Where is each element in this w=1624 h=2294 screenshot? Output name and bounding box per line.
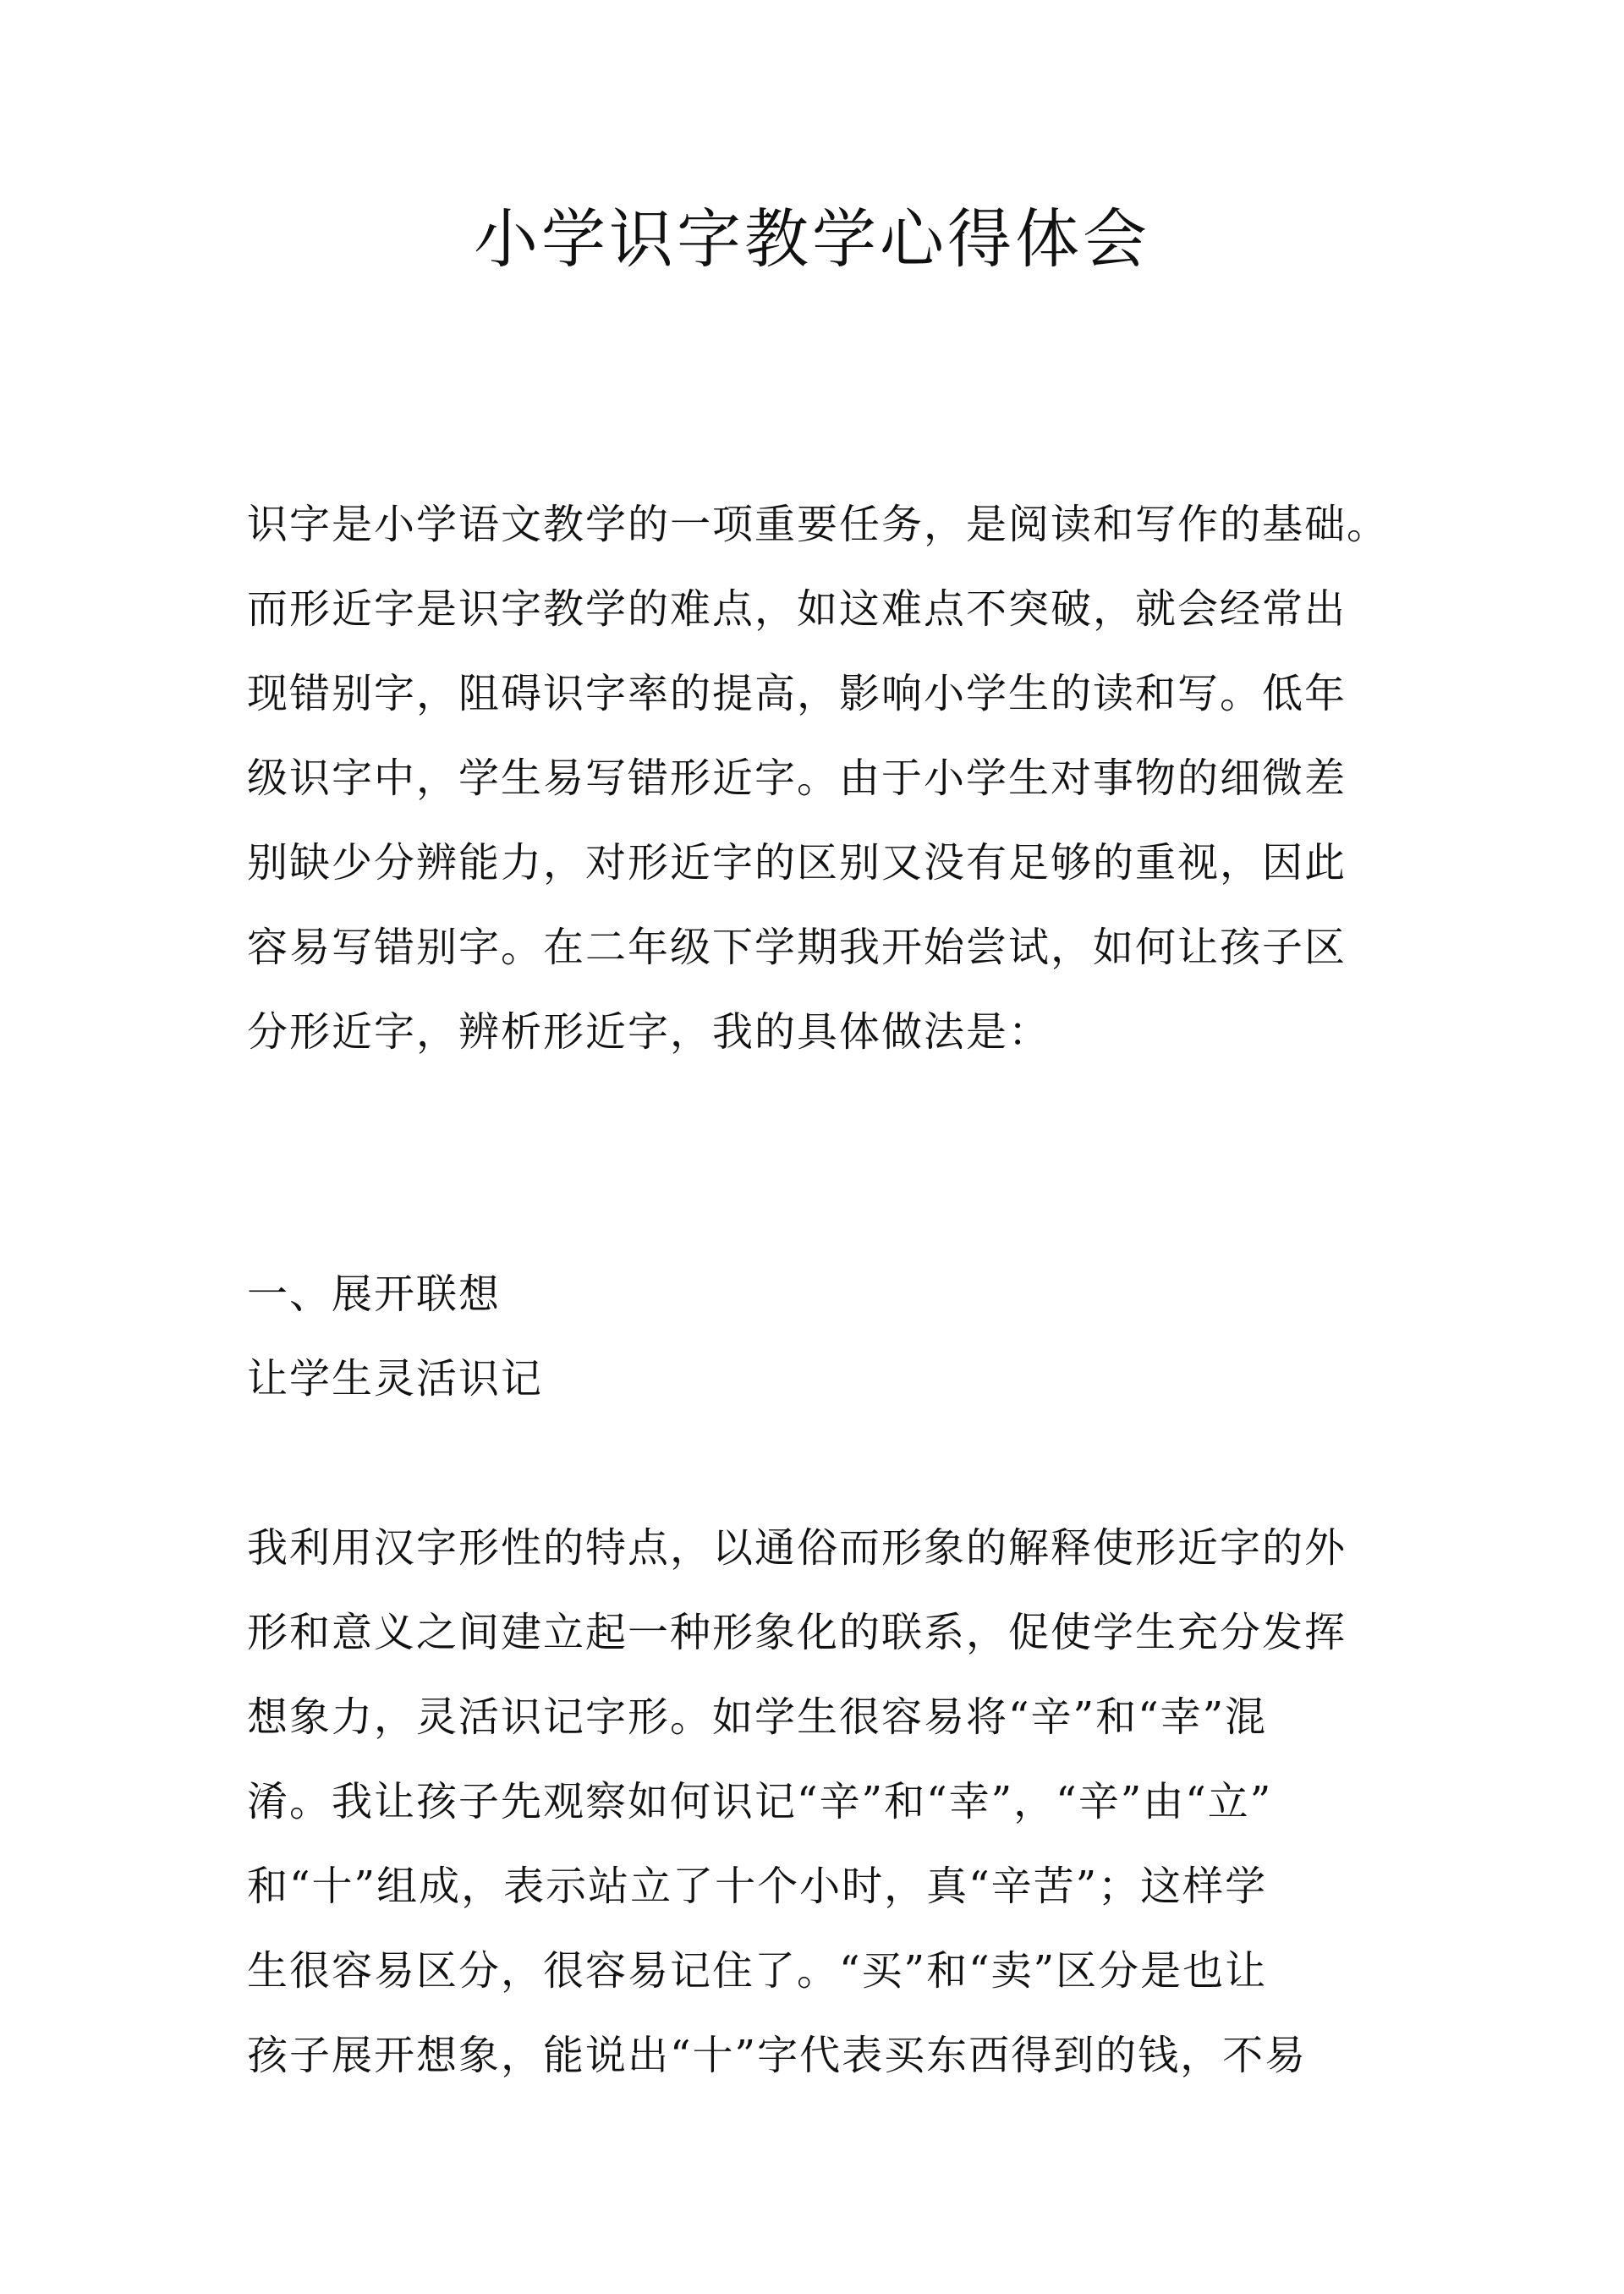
text-line: 孩子展开想象，能说出“十”字代表买东西得到的钱，不易 (247, 2032, 1308, 2079)
text-line: 现错别字，阻碍识字率的提高，影响小学生的读和写。低年 (247, 670, 1347, 717)
text-line: 我利用汉字形性的特点，以通俗而形象的解释使形近字的外 (247, 1524, 1347, 1572)
section-heading: 一、展开联想 (247, 1270, 502, 1318)
text-line: 生很容易区分，很容易记住了。“买”和“卖”区分是也让 (247, 1947, 1268, 1995)
text-line: 想象力，灵活识记字形。如学生很容易将“辛”和“幸”混 (247, 1693, 1268, 1741)
text-line: 分形近字，辨析形近字，我的具体做法是： (247, 1008, 1051, 1056)
text-line: 级识字中，学生易写错形近字。由于小学生对事物的细微差 (247, 755, 1347, 802)
section-heading-block (247, 1252, 1380, 1421)
document-title: 小学识字教学心得体会 (474, 201, 1150, 277)
text-line: 容易写错别字。在二年级下学期我开始尝试，如何让孩子区 (247, 924, 1347, 971)
section-subheading: 让学生灵活识记 (247, 1355, 544, 1402)
intro-paragraph (247, 482, 1390, 1074)
text-line: 识字是小学语文教学的一项重要任务，是阅读和写作的基础。 (247, 501, 1390, 548)
text-line: 别缺少分辨能力，对形近字的区别又没有足够的重视，因此 (247, 839, 1347, 886)
text-line: 而形近字是识字教学的难点，如这难点不突破，就会经常出 (247, 585, 1347, 633)
body-paragraph (247, 1506, 1380, 2098)
text-line: 淆。我让孩子先观察如何识记“辛”和“幸”，“辛”由“立” (247, 1778, 1273, 1825)
text-line: 形和意义之间建立起一种形象化的联系，促使学生充分发挥 (247, 1609, 1347, 1656)
text-line: 和“十”组成，表示站立了十个小时，真“辛苦”；这样学 (247, 1863, 1268, 1910)
